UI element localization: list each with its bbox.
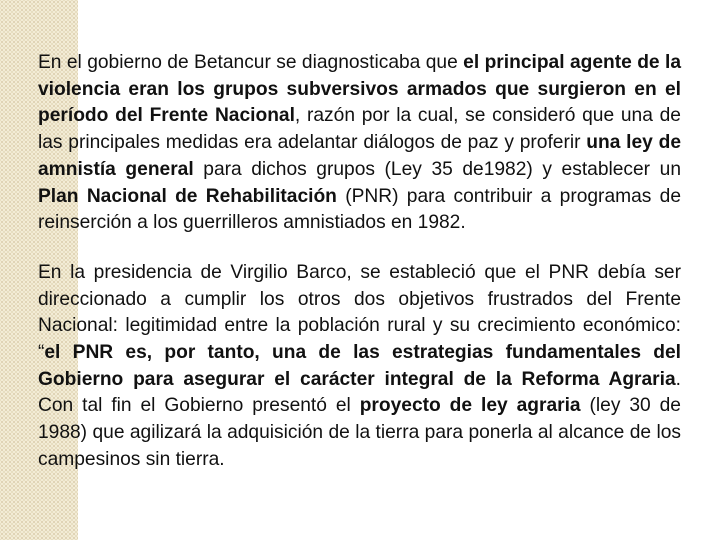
text-run: En el gobierno de Betancur se diagnosticaba que [38,52,464,73]
text-run: (ley 30 de 1988) que agilizará la adquisición de la tierra para ponerla al alcance de los campesinos sin tierra. [38,395,681,470]
text-run-bold: una ley de amnistía general [38,132,682,180]
text-run-bold: Plan Nacional de Rehabilitación [38,185,337,207]
text-run: . Con tal fin el Gobierno presentó el [38,368,681,417]
text-run-bold: el principal agente de la violencia eran los grupos subversivos armados que surgieron en el período del Frente Nacional [38,52,682,127]
paragraph-betancur [38,50,681,237]
text-run-bold: proyecto de ley agraria [359,395,581,417]
paragraph-barco [38,260,681,474]
text-run: , razón por la cual, se consideró que una de las principales medidas era adelantar diálogos de paz y proferir [38,105,681,154]
text-run: (PNR) para contribuir a programas de reinserción a los guerrilleros amnistiados en 1982. [38,185,681,234]
text-run: para dichos grupos (Ley 35 de1982) y establecer un [193,158,681,180]
text-run: En la presidencia de Virgilio Barco, se estableció que el PNR debía ser direccionado a cumplir los otros dos objetivos frustrados del Frente Nacional: legitimidad entre la población rural y su crecimiento económico: “ [38,261,681,364]
document-body [38,50,681,474]
text-run-bold: el PNR es, por tanto, una de las estrategias fundamentales del Gobierno para asegurar el carácter integral de la Reforma Agraria [38,342,681,390]
